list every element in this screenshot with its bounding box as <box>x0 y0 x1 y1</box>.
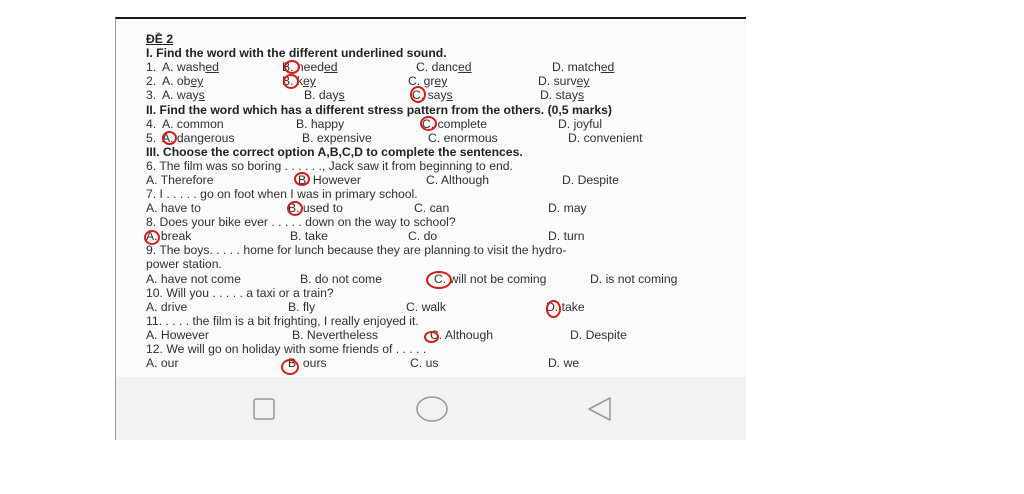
question-9-text-cont: power station. <box>146 257 222 271</box>
section-2-heading: II. Find the word which has a different stress pattern from the others. (0,5 marks) <box>146 103 612 117</box>
answer-circle-12 <box>281 359 299 375</box>
square-icon[interactable] <box>252 397 276 421</box>
answer-circle-4 <box>420 116 437 131</box>
question-9-text: 9. The boys. . . . . home for lunch because they are planning to visit the hydro- <box>146 243 567 257</box>
section-3-heading: III. Choose the correct option A,B,C,D to complete the sentences. <box>146 145 523 159</box>
answer-circle-8 <box>144 230 160 245</box>
question-7-text: 7. I . . . . . go on foot when I was in primary school. <box>146 187 418 201</box>
answer-circle-3 <box>410 86 426 103</box>
answer-circle-7 <box>287 201 303 216</box>
answer-circle-9 <box>426 271 452 289</box>
circle-icon[interactable] <box>414 395 450 423</box>
answer-circle-11 <box>424 331 439 343</box>
question-12-text: 12. We will go on holiday with some friends of . . . . . <box>146 342 427 356</box>
answer-circle-10 <box>546 300 561 318</box>
answer-circle-2 <box>283 74 299 89</box>
exam-paper: ĐỀ 2 I. Find the word with the different underlined sound. 1. A. washed B. needed C. danced D. matched 2. A. obey B. key C. grey D. survey 3. A. ways B. days C. says D. stays II. Find the word which has a different stress pattern from the others. (0,5 marks) 4. A. common B. happy C. complete D. joyful 5. A. dangerous B. expensive C. enormous D. convenient III. Choose the correct option A,B,C,D to complete the sentences. 6. The film was so boring . . . . . ., Jack saw it from beginning to end. A. Therefore B. However C. Although D. Despite 7. I . . . . . go on foot when I was in primary school. A. have to B. used to C. can D. may 8. Does your bike ever . . . . . down on the way to school? A. break B. take C. do D. turn 9. The boys. . . . . home for lunch because they are planning to visit the hydro- power station. A. have not come B. do not come C. will not be coming D. is not coming 10. Will you . . . . . a taxi or a train? A. drive B. fly C. walk D. take 11. . . . . the film is a bit frighting, I really enjoyed it. A. However B. Nevertheless C. Although D. Despite 12. We will go on holiday with some friends of . . . . . A. our B. ours C. us D. we <box>116 19 746 377</box>
answer-circle-5 <box>162 131 177 145</box>
phone-screen <box>115 17 746 440</box>
answer-circle-6 <box>294 172 310 186</box>
question-11-text: 11. . . . . the film is a bit frighting, I really enjoyed it. <box>146 314 419 328</box>
section-1-heading: I. Find the word with the different underlined sound. <box>146 46 447 60</box>
triangle-back-icon[interactable] <box>586 396 614 422</box>
answer-circle-1 <box>284 60 300 74</box>
question-8-text: 8. Does your bike ever . . . . . down on the way to school? <box>146 215 456 229</box>
exam-title: ĐỀ 2 <box>146 32 174 46</box>
question-6-text: 6. The film was so boring . . . . . ., Jack saw it from beginning to end. <box>146 159 513 173</box>
android-navigation-bar <box>116 377 746 440</box>
question-10-text: 10. Will you . . . . . a taxi or a train? <box>146 286 334 300</box>
